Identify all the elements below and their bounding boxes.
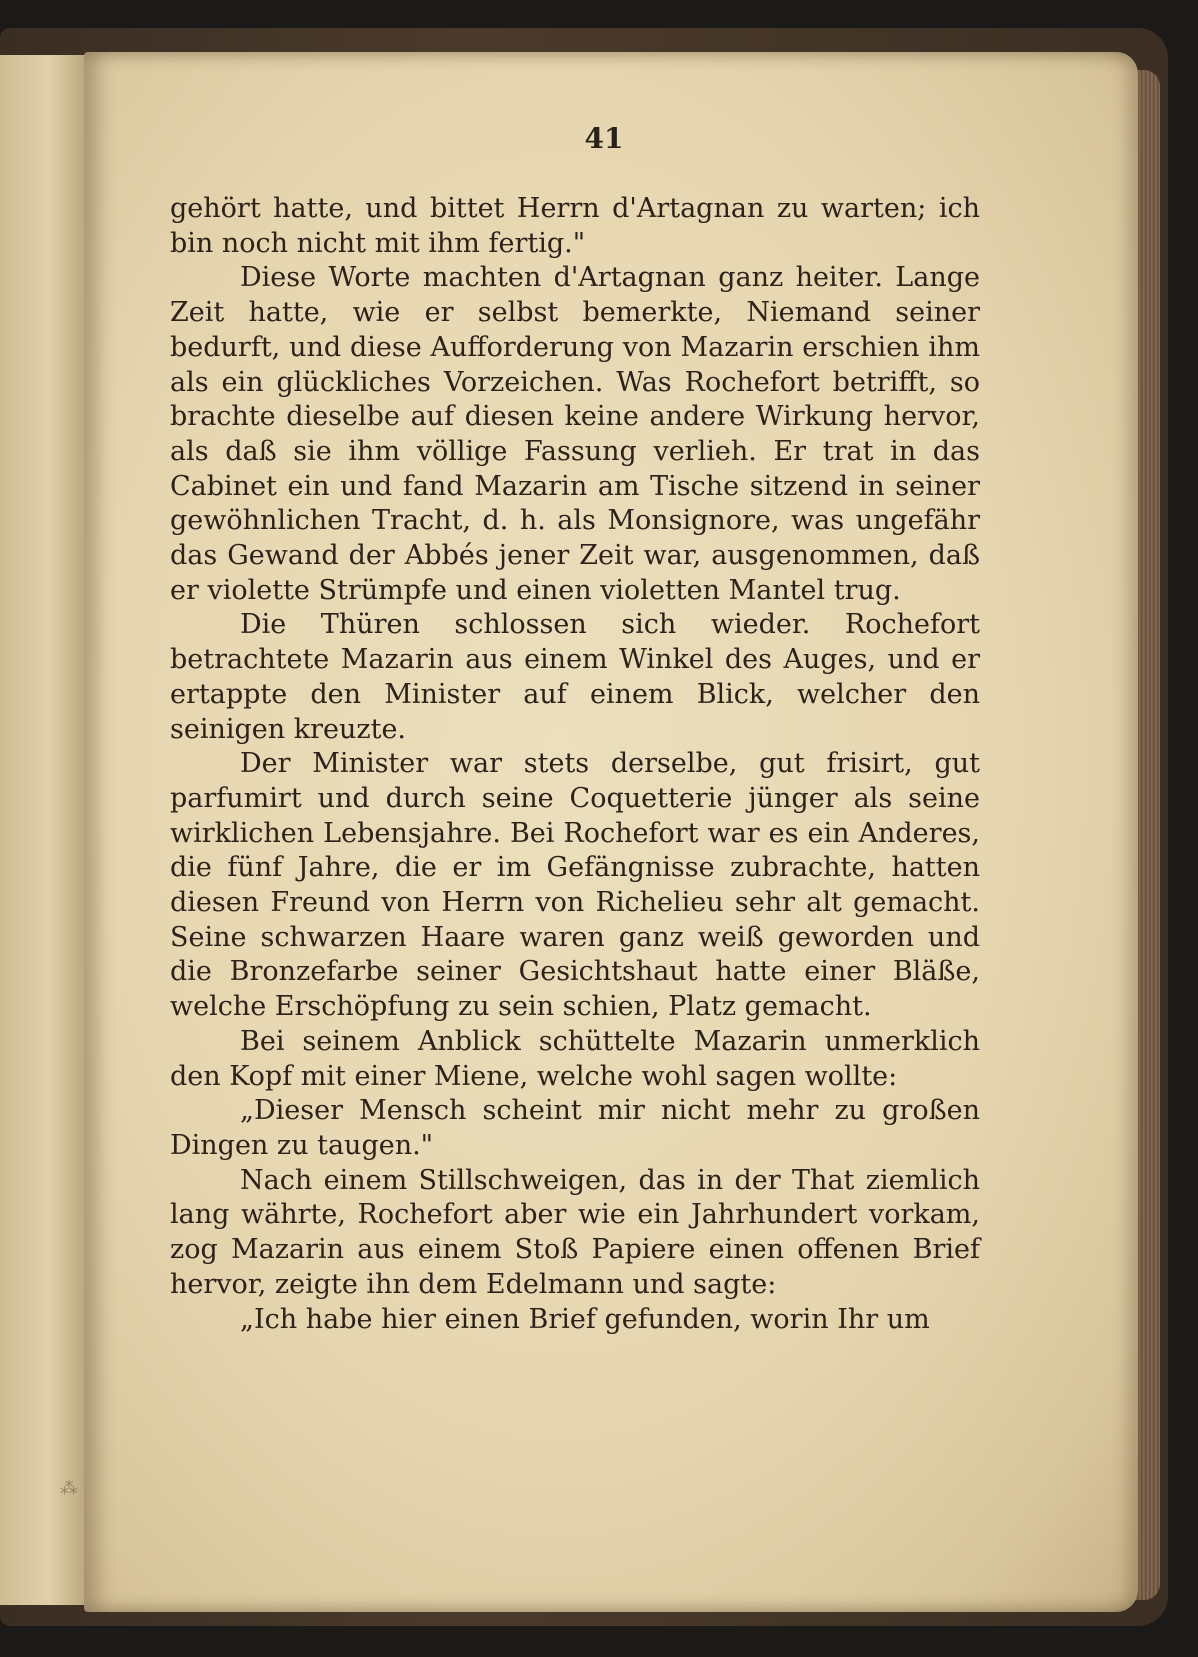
paragraph: „Ich habe hier einen Brief gefunden, worin Ihr um bbox=[240, 1303, 930, 1335]
paragraph: Diese Worte machten d'Artagnan ganz heiter. Lange Zeit hatte, wie er selbst bemerkte, Niemand seiner bedurft, und diese Aufforderung von Mazarin erschien ihm als ein glückliches Vorzeichen. Was Rochefort betrifft, so brachte dieselbe auf diesen keine andere Wirkung hervor, als daß sie ihm völlige Fassung verlieh. Er trat in das Cabinet ein und fand Mazarin am Tische sitzend in seiner gewöhnlichen Tracht, d. h. als Monsignore, was ungefähr das Gewand der Abbés jener Zeit war, ausgenommen, daß er violette Strümpfe und einen violetten Mantel trug. bbox=[170, 262, 980, 606]
facing-page-edge bbox=[0, 55, 88, 1605]
paragraph: gehört hatte, und bittet Herrn d'Artagnan zu warten; ich bin noch nicht mit ihm fertig." bbox=[170, 193, 980, 259]
paragraph: Nach einem Stillschweigen, das in der That ziemlich lang währte, Rochefort aber wie ein Jahrhundert vorkam, zog Mazarin aus einem Stoß Papiere einen offenen Brief hervor, zeigte ihn dem Edelmann und sagte: bbox=[170, 1164, 980, 1300]
paragraph: Der Minister war stets derselbe, gut frisirt, gut parfumirt und durch seine Coquetterie jünger als seine wirklichen Lebensjahre. Bei Rochefort war es ein Anderes, die fünf Jahre, die er im Gefängnisse zubrachte, hatten diesen Freund von Herrn von Richelieu sehr alt gemacht. Seine schwarzen Haare waren ganz weiß geworden und die Bronzefarbe seiner Gesichtshaut hatte einer Bläße, welche Erschöpfung zu sein schien, Platz gemacht. bbox=[170, 748, 980, 1023]
page-number: 41 bbox=[584, 122, 624, 155]
ink-smudge: ⁂ bbox=[60, 1478, 78, 1499]
page-body-text bbox=[170, 192, 980, 1337]
paragraph: Bei seinem Anblick schüttelte Mazarin unmerklich den Kopf mit einer Miene, welche wohl sagen wollte: bbox=[170, 1025, 980, 1092]
paragraph: Die Thüren schlossen sich wieder. Rochefort betrachtete Mazarin aus einem Winkel des Auges, und er ertappte den Minister auf einem Blick, welcher den seinigen kreuzte. bbox=[170, 609, 980, 745]
paragraph: „Dieser Mensch scheint mir nicht mehr zu großen Dingen zu taugen." bbox=[170, 1095, 980, 1161]
